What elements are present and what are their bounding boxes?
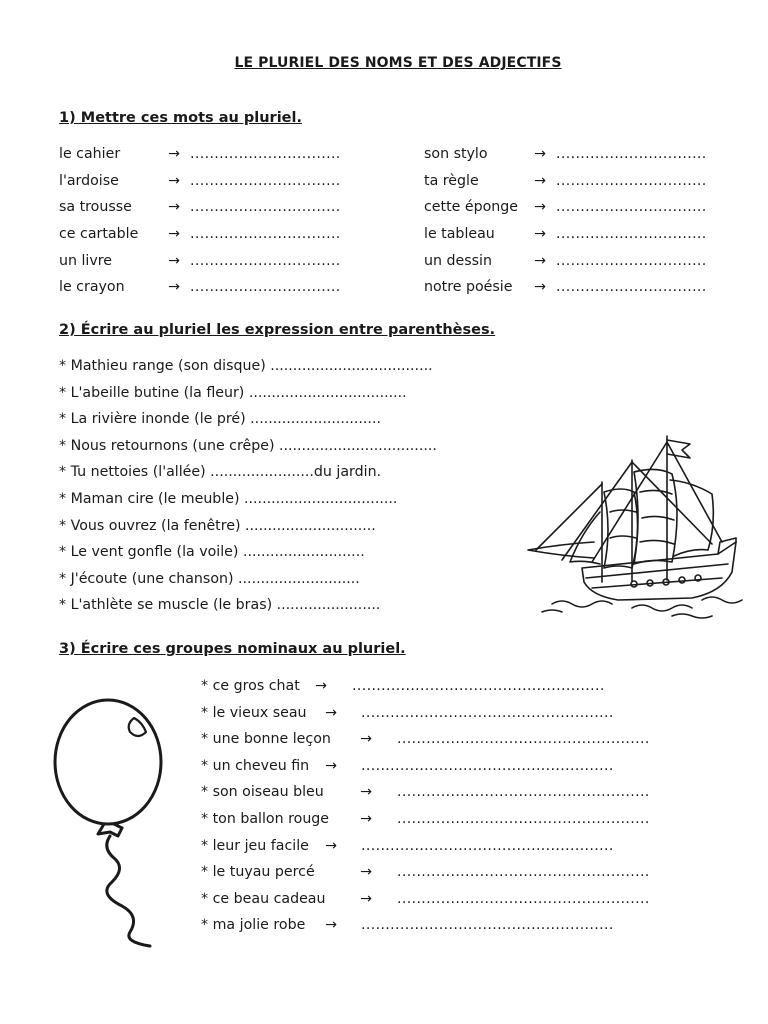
answer-blank[interactable]: ...............................: [190, 279, 341, 295]
arrow-icon: →: [168, 173, 180, 189]
word-left: ce cartable: [59, 226, 139, 242]
arrow-icon: →: [168, 279, 180, 295]
exercise-sentence[interactable]: * Le vent gonfle (la voile) ...........................: [59, 544, 365, 561]
arrow-icon: →: [534, 146, 546, 162]
section-3-heading: 3) Écrire ces groupes nominaux au pluriel.: [59, 641, 406, 657]
exercise-sentence[interactable]: * L'athlète se muscle (le bras) .......................: [59, 597, 381, 614]
word-left: l'ardoise: [59, 173, 119, 189]
arrow-icon: →: [534, 253, 546, 269]
arrow-icon: →: [534, 279, 546, 295]
answer-blank[interactable]: ...............................: [190, 173, 341, 189]
noun-group: * son oiseau bleu: [201, 784, 324, 801]
page-title: LE PLURIEL DES NOMS ET DES ADJECTIFS: [234, 55, 562, 71]
arrow-icon: →: [325, 837, 337, 854]
arrow-icon: →: [360, 864, 372, 881]
word-left: sa trousse: [59, 199, 132, 215]
answer-blank[interactable]: ....................................................: [397, 864, 650, 881]
balloon-illustration: [52, 696, 168, 952]
noun-group: * ton ballon rouge: [201, 811, 330, 827]
answer-blank[interactable]: ...............................: [556, 279, 707, 295]
arrow-icon: →: [325, 757, 337, 774]
answer-blank[interactable]: ...............................: [556, 146, 707, 162]
answer-blank[interactable]: ...............................: [556, 199, 707, 215]
answer-blank[interactable]: ....................................................: [397, 811, 650, 827]
arrow-icon: →: [360, 784, 372, 801]
noun-group: * ce beau cadeau: [201, 890, 326, 907]
noun-group: * un cheveu fin: [201, 757, 310, 774]
arrow-icon: →: [168, 226, 180, 242]
answer-blank[interactable]: ...............................: [190, 253, 341, 269]
sailing-ship-illustration: [522, 432, 748, 622]
noun-group: * une bonne leçon: [201, 731, 331, 748]
noun-group: * ce gros chat: [201, 678, 300, 694]
exercise-sentence[interactable]: * Tu nettoies (l'allée) .......................du jardin.: [59, 464, 382, 481]
answer-blank[interactable]: ...............................: [190, 226, 341, 242]
arrow-icon: →: [534, 226, 546, 242]
word-right: notre poésie: [424, 279, 513, 295]
word-right: un dessin: [424, 253, 492, 269]
answer-blank[interactable]: ....................................................: [397, 784, 650, 801]
exercise-sentence[interactable]: * L'abeille butine (la fleur) ...................................: [59, 384, 407, 401]
noun-group: * le tuyau percé: [201, 864, 315, 881]
answer-blank[interactable]: ...............................: [556, 253, 707, 269]
word-left: le crayon: [59, 279, 125, 295]
arrow-icon: →: [168, 253, 180, 269]
word-right: le tableau: [424, 226, 495, 242]
exercise-sentence[interactable]: * J'écoute (une chanson) ...........................: [59, 570, 360, 587]
answer-blank[interactable]: ....................................................: [361, 757, 614, 774]
word-right: ta règle: [424, 173, 479, 189]
answer-blank[interactable]: ....................................................: [361, 837, 614, 854]
word-left: le cahier: [59, 146, 121, 162]
answer-blank[interactable]: ...............................: [556, 226, 707, 242]
noun-group: * le vieux seau: [201, 704, 307, 721]
exercise-sentence[interactable]: * Maman cire (le meuble) ..................................: [59, 491, 398, 507]
arrow-icon: →: [168, 199, 180, 215]
section-2-heading: 2) Écrire au pluriel les expression entre parenthèses.: [59, 322, 496, 338]
answer-blank[interactable]: ...............................: [190, 199, 341, 215]
arrow-icon: →: [360, 890, 372, 907]
noun-group: * leur jeu facile: [201, 837, 309, 854]
arrow-icon: →: [315, 678, 327, 694]
arrow-icon: →: [360, 811, 372, 827]
arrow-icon: →: [168, 146, 180, 162]
arrow-icon: →: [325, 917, 337, 934]
answer-blank[interactable]: ....................................................: [352, 678, 605, 694]
answer-blank[interactable]: ...............................: [556, 173, 707, 189]
exercise-sentence[interactable]: * La rivière inonde (le pré) .............................: [59, 411, 381, 428]
answer-blank[interactable]: ....................................................: [397, 731, 650, 748]
arrow-icon: →: [534, 199, 546, 215]
answer-blank[interactable]: ....................................................: [361, 704, 614, 721]
arrow-icon: →: [325, 704, 337, 721]
exercise-sentence[interactable]: * Mathieu range (son disque) ....................................: [59, 358, 433, 374]
word-left: un livre: [59, 253, 113, 269]
exercise-sentence[interactable]: * Vous ouvrez (la fenêtre) .............................: [59, 517, 376, 534]
noun-group: * ma jolie robe: [201, 917, 306, 934]
section-1-heading: 1) Mettre ces mots au pluriel.: [59, 110, 302, 126]
answer-blank[interactable]: ....................................................: [361, 917, 614, 934]
exercise-sentence[interactable]: * Nous retournons (une crêpe) ...................................: [59, 437, 437, 454]
word-right: cette éponge: [424, 199, 519, 215]
arrow-icon: →: [360, 731, 372, 748]
answer-blank[interactable]: ...............................: [190, 146, 341, 162]
answer-blank[interactable]: ....................................................: [397, 890, 650, 907]
arrow-icon: →: [534, 173, 546, 189]
word-right: son stylo: [424, 146, 488, 162]
